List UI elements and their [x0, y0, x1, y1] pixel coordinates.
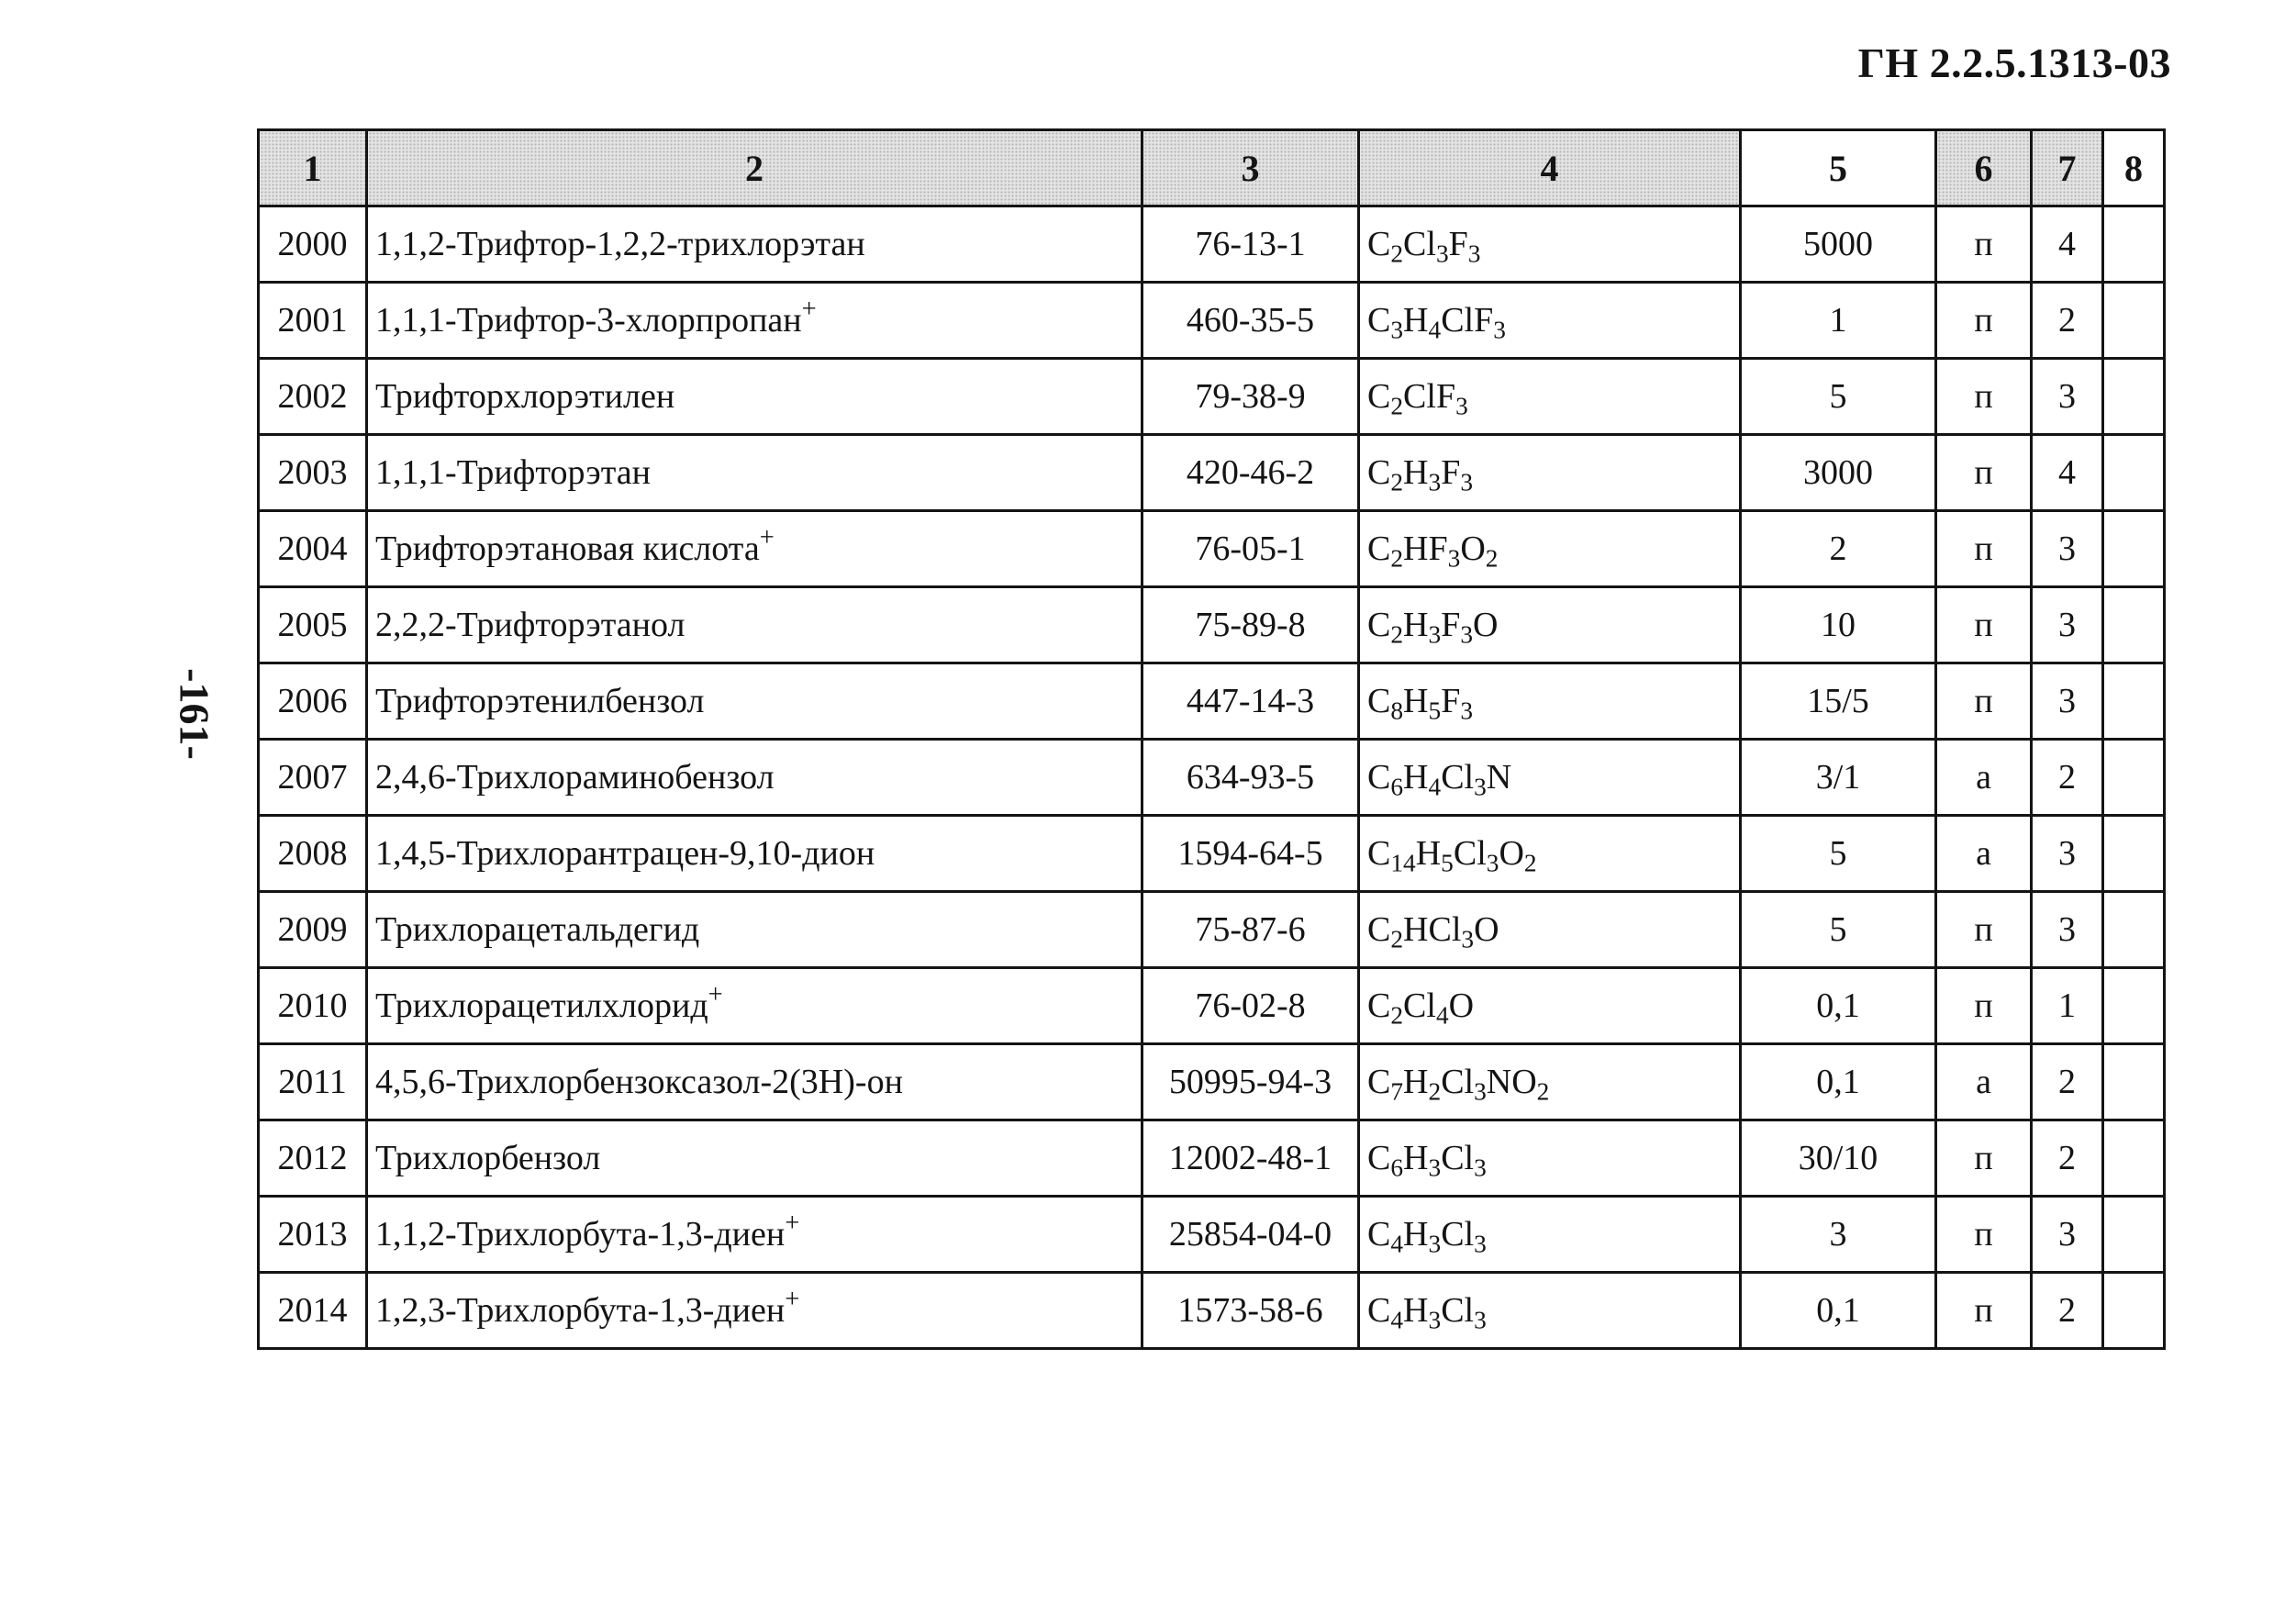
- hazard-class-cell: 4: [2032, 206, 2103, 283]
- substance-name: Трифторэтенилбензол: [375, 682, 705, 720]
- substance-name-cell: [367, 435, 1142, 511]
- plus-mark: +: [708, 980, 723, 1009]
- hazard-class-cell: 2: [2032, 1120, 2103, 1197]
- limit-value-cell: 5: [1741, 892, 1936, 968]
- cas-number-cell: 79-38-9: [1142, 359, 1359, 435]
- plus-mark: +: [801, 295, 817, 324]
- plus-mark: +: [785, 1285, 800, 1314]
- table-row: [259, 892, 2165, 968]
- note-cell: [2103, 1197, 2165, 1273]
- header-col-3: 3: [1142, 130, 1359, 206]
- table-row: [259, 663, 2165, 740]
- aggregate-state-cell: п: [1936, 359, 2032, 435]
- formula-cell: $C_2ClF_3$: [1359, 359, 1741, 435]
- table-body: [259, 206, 2165, 1349]
- header-col-5: 5: [1741, 130, 1936, 206]
- note-cell: [2103, 740, 2165, 816]
- table-row: [259, 511, 2165, 587]
- hazard-class-cell: 4: [2032, 435, 2103, 511]
- table-row: [259, 1273, 2165, 1349]
- note-cell: [2103, 587, 2165, 663]
- substance-name: 1,1,1-Трифторэтан: [375, 453, 652, 492]
- hazard-class-cell: 1: [2032, 968, 2103, 1044]
- header-col-2: 2: [367, 130, 1142, 206]
- substance-name-cell: [367, 511, 1142, 587]
- aggregate-state-cell: п: [1936, 892, 2032, 968]
- substance-name-cell: [367, 968, 1142, 1044]
- cas-number-cell: 76-13-1: [1142, 206, 1359, 283]
- note-cell: [2103, 663, 2165, 740]
- aggregate-state-cell: п: [1936, 283, 2032, 359]
- limit-value-cell: 5: [1741, 816, 1936, 892]
- limit-value-cell: 0,1: [1741, 968, 1936, 1044]
- row-number-cell: 2007: [259, 740, 367, 816]
- row-number-cell: 2002: [259, 359, 367, 435]
- substance-name: 2,4,6-Трихлораминобензол: [375, 758, 775, 797]
- cas-number-cell: 12002-48-1: [1142, 1120, 1359, 1197]
- formula-cell: $C_2H_3F_3$: [1359, 435, 1741, 511]
- hazard-class-cell: 2: [2032, 283, 2103, 359]
- substance-name: Трихлорацетальдегид: [375, 910, 700, 949]
- row-number-cell: 2000: [259, 206, 367, 283]
- substance-name-cell: [367, 740, 1142, 816]
- formula-cell: $C_6H_4Cl_3N$: [1359, 740, 1741, 816]
- table-header-row: [259, 130, 2165, 206]
- limit-value-cell: 3: [1741, 1197, 1936, 1273]
- table-row: [259, 587, 2165, 663]
- substance-name: Трифторэтановая кислота: [375, 529, 760, 568]
- aggregate-state-cell: п: [1936, 206, 2032, 283]
- row-number-cell: 2014: [259, 1273, 367, 1349]
- note-cell: [2103, 892, 2165, 968]
- aggregate-state-cell: п: [1936, 587, 2032, 663]
- substance-name: 1,1,2-Трифтор-1,2,2-трихлорэтан: [375, 225, 865, 263]
- substance-name: Трихлорбензол: [375, 1139, 601, 1177]
- substance-name-cell: [367, 816, 1142, 892]
- limit-value-cell: 15/5: [1741, 663, 1936, 740]
- substance-name: Трифторхлорэтилен: [375, 377, 675, 416]
- substance-name: Трихлорацетилхлорид: [375, 986, 708, 1025]
- substances-table: [257, 128, 2166, 1350]
- row-number-cell: 2004: [259, 511, 367, 587]
- limit-value-cell: 3/1: [1741, 740, 1936, 816]
- formula-cell: $C_4H_3Cl_3$: [1359, 1273, 1741, 1349]
- cas-number-cell: 1594-64-5: [1142, 816, 1359, 892]
- note-cell: [2103, 816, 2165, 892]
- document-code: ГН 2.2.5.1313-03: [1857, 39, 2171, 86]
- table-row: [259, 435, 2165, 511]
- row-number-cell: 2011: [259, 1044, 367, 1120]
- note-cell: [2103, 511, 2165, 587]
- formula-cell: $C_2Cl_4O$: [1359, 968, 1741, 1044]
- formula-cell: $C_2Cl_3F_3$: [1359, 206, 1741, 283]
- hazard-class-cell: 3: [2032, 1197, 2103, 1273]
- substance-name-cell: [367, 206, 1142, 283]
- table-row: [259, 1197, 2165, 1273]
- formula-cell: $C_8H_5F_3$: [1359, 663, 1741, 740]
- limit-value-cell: 1: [1741, 283, 1936, 359]
- table-row: [259, 1044, 2165, 1120]
- limit-value-cell: 30/10: [1741, 1120, 1936, 1197]
- cas-number-cell: 25854-04-0: [1142, 1197, 1359, 1273]
- substance-name: 1,1,1-Трифтор-3-хлорпропан: [375, 301, 802, 340]
- hazard-class-cell: 3: [2032, 663, 2103, 740]
- limit-value-cell: 0,1: [1741, 1044, 1936, 1120]
- table-row: [259, 359, 2165, 435]
- formula-cell: $C_7H_2Cl_3NO_2$: [1359, 1044, 1741, 1120]
- plus-mark: +: [759, 523, 775, 552]
- note-cell: [2103, 1044, 2165, 1120]
- table-row: [259, 816, 2165, 892]
- substance-name: 4,5,6-Трихлорбензоксазол-2(3H)-он: [375, 1063, 903, 1101]
- aggregate-state-cell: п: [1936, 663, 2032, 740]
- substance-name: 2,2,2-Трифторэтанол: [375, 606, 685, 644]
- aggregate-state-cell: п: [1936, 968, 2032, 1044]
- substance-name: 1,4,5-Трихлорантрацен-9,10-дион: [375, 834, 875, 873]
- note-cell: [2103, 435, 2165, 511]
- substance-name-cell: [367, 587, 1142, 663]
- cas-number-cell: 76-02-8: [1142, 968, 1359, 1044]
- note-cell: [2103, 283, 2165, 359]
- substance-name-cell: [367, 663, 1142, 740]
- row-number-cell: 2012: [259, 1120, 367, 1197]
- aggregate-state-cell: а: [1936, 816, 2032, 892]
- table-row: [259, 206, 2165, 283]
- row-number-cell: 2013: [259, 1197, 367, 1273]
- table-row: [259, 1120, 2165, 1197]
- aggregate-state-cell: а: [1936, 1044, 2032, 1120]
- limit-value-cell: 3000: [1741, 435, 1936, 511]
- row-number-cell: 2005: [259, 587, 367, 663]
- cas-number-cell: 75-89-8: [1142, 587, 1359, 663]
- row-number-cell: 2010: [259, 968, 367, 1044]
- formula-cell: $C_2HF_3O_2$: [1359, 511, 1741, 587]
- aggregate-state-cell: п: [1936, 1197, 2032, 1273]
- substance-name: 1,2,3-Трихлорбута-1,3-диен: [375, 1291, 786, 1330]
- aggregate-state-cell: п: [1936, 1273, 2032, 1349]
- row-number-cell: 2001: [259, 283, 367, 359]
- substance-name-cell: [367, 1273, 1142, 1349]
- row-number-cell: 2006: [259, 663, 367, 740]
- substance-name-cell: [367, 1044, 1142, 1120]
- note-cell: [2103, 359, 2165, 435]
- substance-name-cell: [367, 283, 1142, 359]
- formula-cell: $C_6H_3Cl_3$: [1359, 1120, 1741, 1197]
- header-col-1: 1: [259, 130, 367, 206]
- header-col-6: 6: [1936, 130, 2032, 206]
- row-number-cell: 2008: [259, 816, 367, 892]
- limit-value-cell: 10: [1741, 587, 1936, 663]
- hazard-class-cell: 3: [2032, 587, 2103, 663]
- aggregate-state-cell: а: [1936, 740, 2032, 816]
- limit-value-cell: 5: [1741, 359, 1936, 435]
- row-number-cell: 2003: [259, 435, 367, 511]
- header-col-4: 4: [1359, 130, 1741, 206]
- limit-value-cell: 0,1: [1741, 1273, 1936, 1349]
- cas-number-cell: 447-14-3: [1142, 663, 1359, 740]
- header-col-7: 7: [2032, 130, 2103, 206]
- aggregate-state-cell: п: [1936, 435, 2032, 511]
- hazard-class-cell: 3: [2032, 892, 2103, 968]
- formula-cell: $C_4H_3Cl_3$: [1359, 1197, 1741, 1273]
- aggregate-state-cell: п: [1936, 1120, 2032, 1197]
- cas-number-cell: 75-87-6: [1142, 892, 1359, 968]
- limit-value-cell: 5000: [1741, 206, 1936, 283]
- cas-number-cell: 76-05-1: [1142, 511, 1359, 587]
- cas-number-cell: 634-93-5: [1142, 740, 1359, 816]
- substance-name-cell: [367, 1120, 1142, 1197]
- note-cell: [2103, 968, 2165, 1044]
- page-number: -161-: [171, 668, 218, 760]
- substance-name-cell: [367, 892, 1142, 968]
- note-cell: [2103, 1120, 2165, 1197]
- cas-number-cell: 460-35-5: [1142, 283, 1359, 359]
- hazard-class-cell: 3: [2032, 511, 2103, 587]
- note-cell: [2103, 1273, 2165, 1349]
- aggregate-state-cell: п: [1936, 511, 2032, 587]
- cas-number-cell: 50995-94-3: [1142, 1044, 1359, 1120]
- hazard-class-cell: 2: [2032, 1044, 2103, 1120]
- formula-cell: $C_{14}H_5Cl_3O_2$: [1359, 816, 1741, 892]
- note-cell: [2103, 206, 2165, 283]
- hazard-class-cell: 3: [2032, 816, 2103, 892]
- formula-cell: $C_2H_3F_3O$: [1359, 587, 1741, 663]
- substance-name-cell: [367, 1197, 1142, 1273]
- substance-name: 1,1,2-Трихлорбута-1,3-диен: [375, 1215, 786, 1254]
- cas-number-cell: 1573-58-6: [1142, 1273, 1359, 1349]
- table-row: [259, 283, 2165, 359]
- plus-mark: +: [785, 1209, 800, 1238]
- hazard-class-cell: 2: [2032, 1273, 2103, 1349]
- hazard-class-cell: 2: [2032, 740, 2103, 816]
- substance-name-cell: [367, 359, 1142, 435]
- cas-number-cell: 420-46-2: [1142, 435, 1359, 511]
- table-row: [259, 740, 2165, 816]
- header-col-8: 8: [2103, 130, 2165, 206]
- limit-value-cell: 2: [1741, 511, 1936, 587]
- table-row: [259, 968, 2165, 1044]
- formula-cell: $C_3H_4ClF_3$: [1359, 283, 1741, 359]
- hazard-class-cell: 3: [2032, 359, 2103, 435]
- formula-cell: $C_2HCl_3O$: [1359, 892, 1741, 968]
- row-number-cell: 2009: [259, 892, 367, 968]
